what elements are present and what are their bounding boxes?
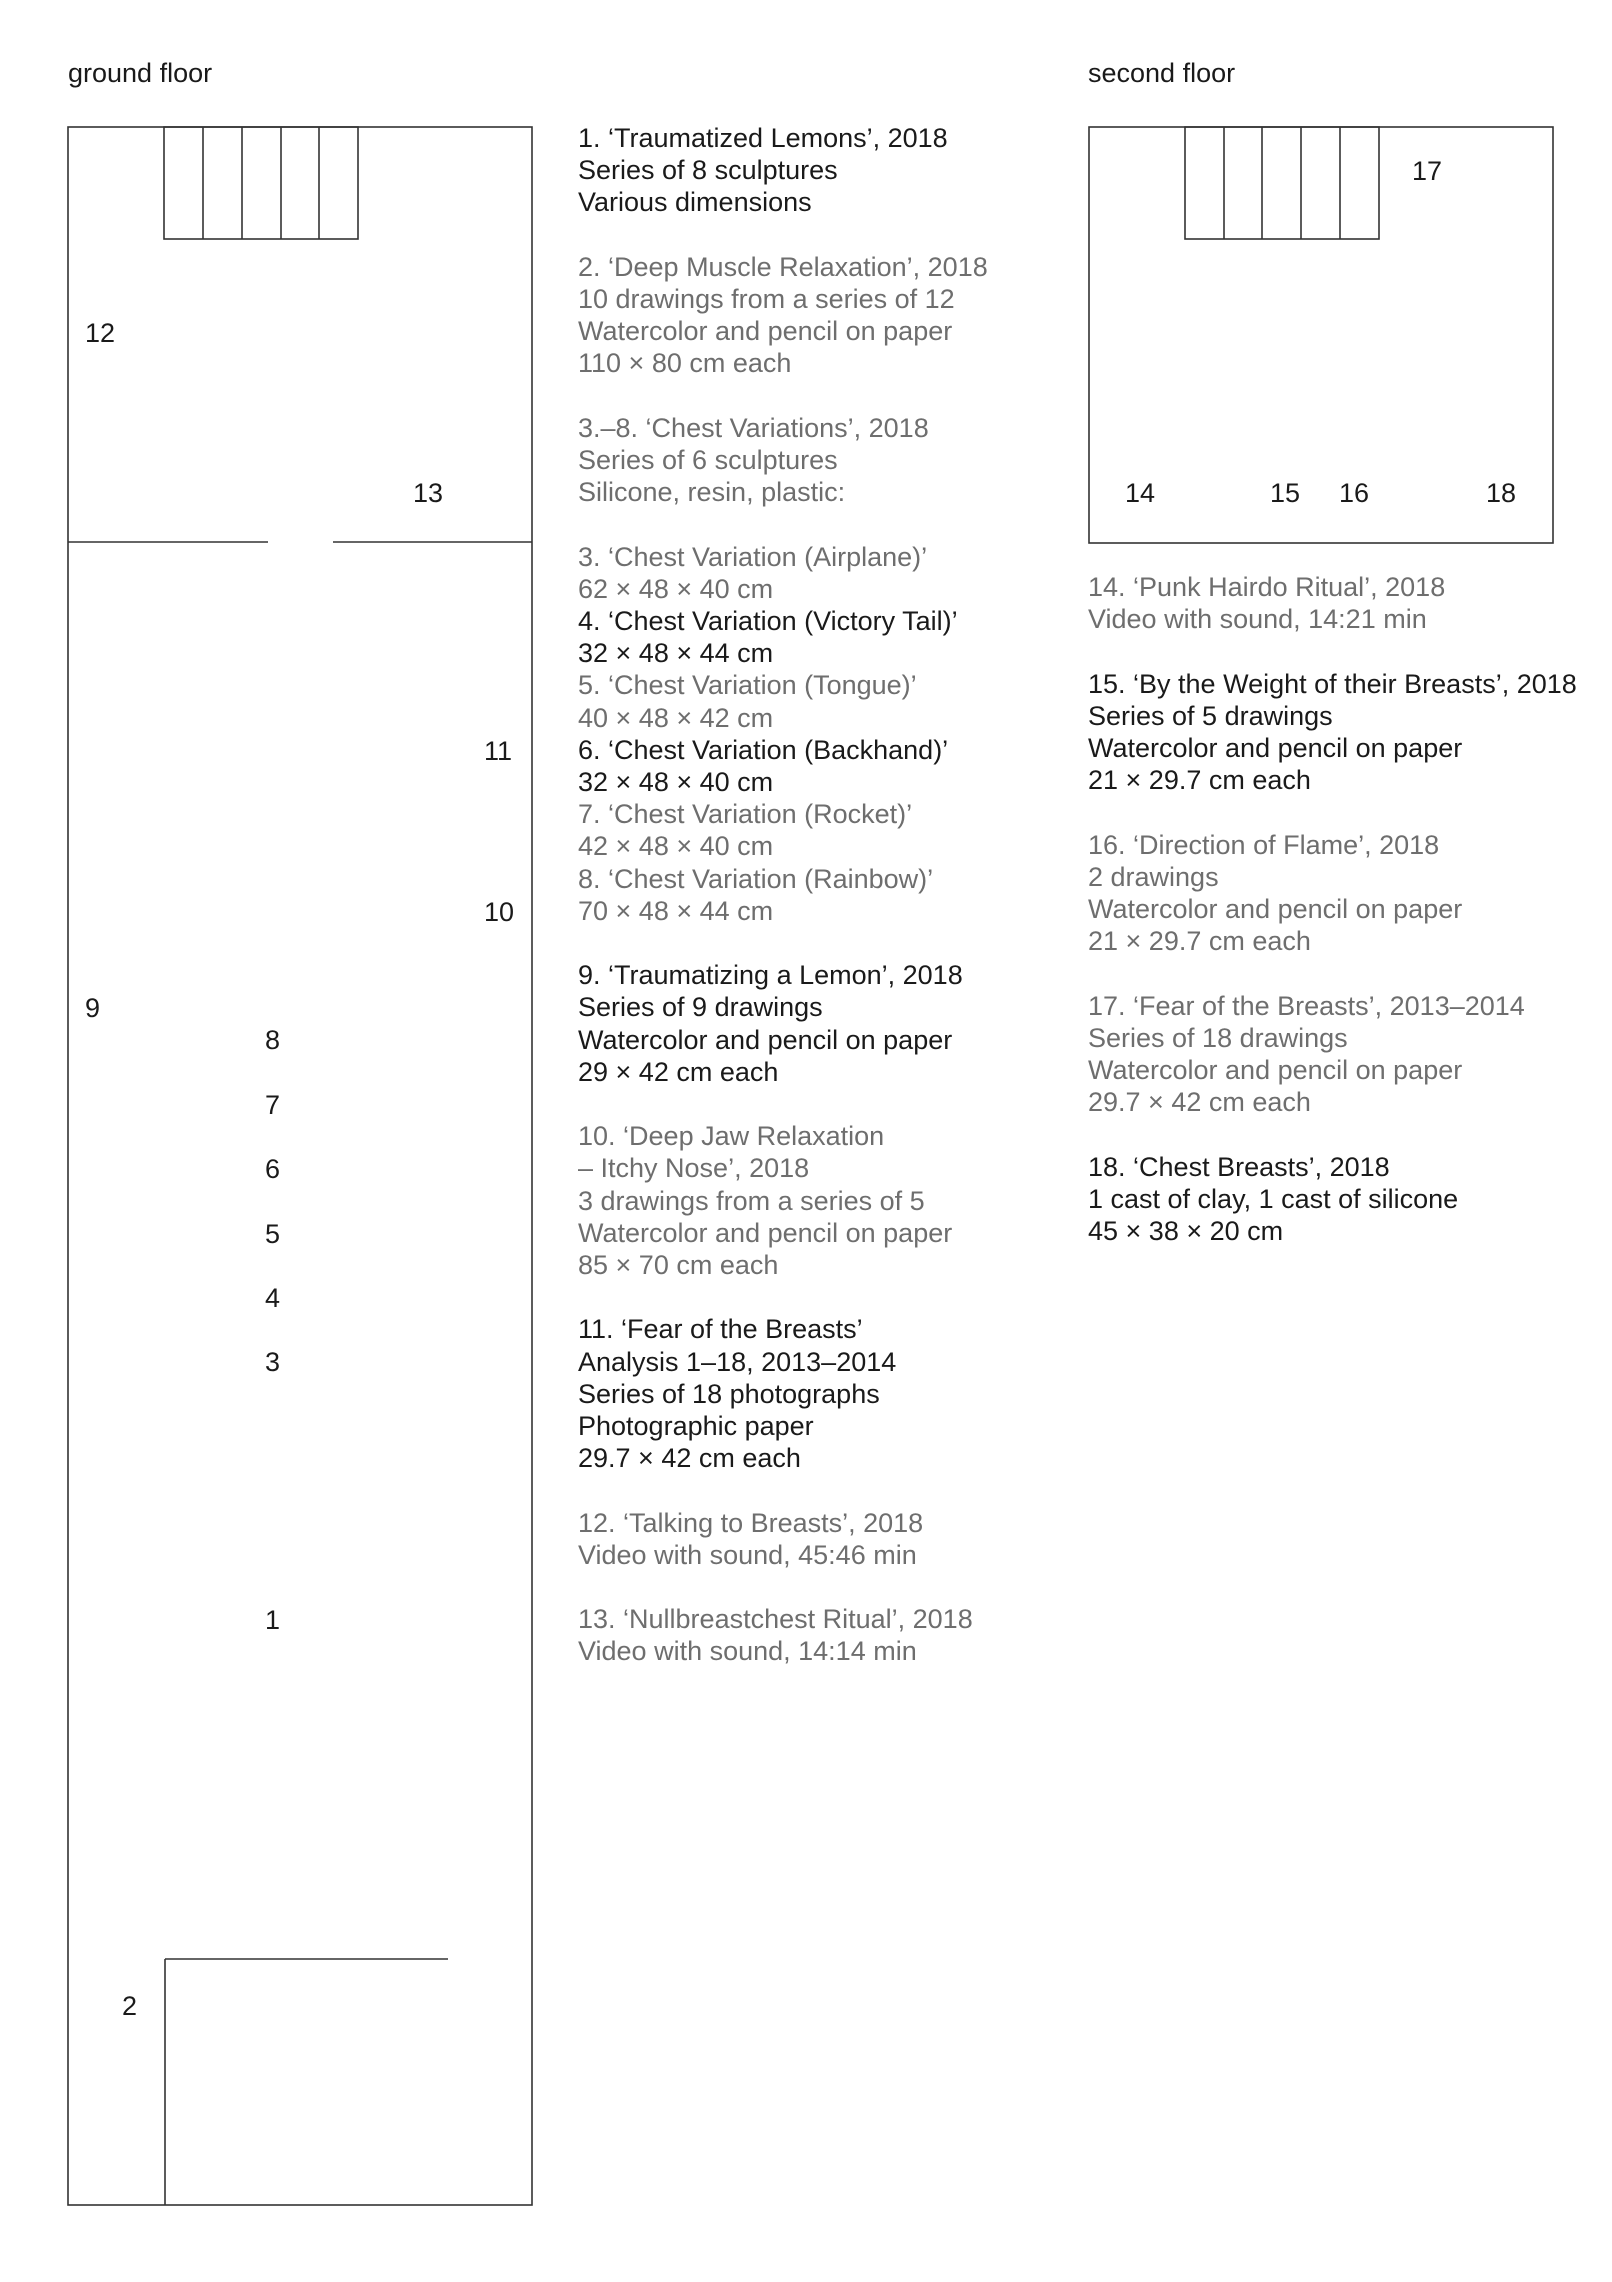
ground-marker-9: 9: [85, 993, 101, 1023]
artwork-title: – Itchy Nose’, 2018: [578, 1153, 810, 1184]
artwork-title: 16. ‘Direction of Flame’, 2018: [1088, 829, 1440, 860]
artwork-detail: 21 × 29.7 cm each: [1088, 765, 1311, 796]
second-marker-15: 15: [1270, 478, 1301, 508]
artwork-detail: Series of 18 photographs: [578, 1378, 880, 1409]
ground-marker-2: 2: [122, 1991, 138, 2021]
artwork-title: 3. ‘Chest Variation (Airplane)’: [578, 541, 928, 572]
artwork-entry: [578, 1507, 988, 1571]
artwork-title: 7. ‘Chest Variation (Rocket)’: [578, 799, 913, 830]
artwork-detail: 21 × 29.7 cm each: [1088, 926, 1311, 957]
ground-floor-plan: [68, 127, 532, 2205]
artwork-detail: 3 drawings from a series of 5: [578, 1185, 925, 1216]
ground-marker-11: 11: [484, 736, 513, 766]
second-marker-17: 17: [1412, 156, 1443, 186]
artwork-entry: [1088, 571, 1577, 635]
artwork-sub-entry: [578, 669, 988, 733]
second-floor-outline: [1089, 127, 1553, 543]
second-marker-16: 16: [1339, 478, 1370, 508]
artwork-detail: Series of 9 drawings: [578, 992, 823, 1023]
artwork-detail: Series of 18 drawings: [1088, 1022, 1348, 1053]
artwork-title: 8. ‘Chest Variation (Rainbow)’: [578, 863, 934, 894]
artwork-detail: 29.7 × 42 cm each: [1088, 1087, 1311, 1118]
artwork-detail: 32 × 48 × 40 cm: [578, 767, 774, 798]
artwork-sub-entry: [578, 863, 988, 927]
artwork-detail: Video with sound, 14:21 min: [1088, 604, 1427, 635]
artwork-detail: Photographic paper: [578, 1411, 814, 1442]
artwork-entry: [1088, 990, 1577, 1119]
second-marker-18: 18: [1486, 478, 1517, 508]
ground-floor-title: ground floor: [68, 58, 213, 88]
artwork-list-column-2: [1088, 571, 1577, 1279]
artwork-detail: Watercolor and pencil on paper: [1088, 894, 1463, 924]
artwork-entry: [1088, 668, 1577, 797]
artwork-title: Analysis 1–18, 2013–2014: [578, 1346, 897, 1377]
artwork-detail: 1 cast of clay, 1 cast of silicone: [1088, 1183, 1459, 1214]
artwork-title: 2. ‘Deep Muscle Relaxation’, 2018: [578, 251, 988, 282]
ground-marker-13: 13: [413, 478, 444, 508]
second-floor-plan: [1089, 127, 1553, 543]
artwork-title: 6. ‘Chest Variation (Backhand)’: [578, 734, 949, 765]
artwork-sub-entry: [578, 541, 988, 605]
artwork-detail: 110 × 80 cm each: [578, 348, 792, 379]
artwork-title: 18. ‘Chest Breasts’, 2018: [1088, 1151, 1390, 1182]
second-floor-title: second floor: [1088, 58, 1236, 88]
artwork-title: 15. ‘By the Weight of their Breasts’, 2018: [1088, 668, 1577, 699]
artwork-entry-group: [578, 541, 988, 927]
ground-marker-1: 1: [265, 1605, 281, 1635]
artwork-detail: Watercolor and pencil on paper: [578, 316, 953, 347]
artwork-entry: [578, 122, 988, 219]
artwork-entry: [578, 959, 988, 1088]
artwork-detail: 10 drawings from a series of 12: [578, 284, 955, 314]
artwork-detail: 29 × 42 cm each: [578, 1056, 779, 1087]
artwork-entry: [578, 1120, 988, 1281]
artwork-detail: Watercolor and pencil on paper: [1088, 1055, 1463, 1085]
artwork-title: 17. ‘Fear of the Breasts’, 2013–2014: [1088, 990, 1525, 1021]
artwork-detail: Watercolor and pencil on paper: [578, 1024, 953, 1055]
ground-marker-3: 3: [265, 1347, 281, 1377]
artwork-detail: 70 × 48 × 44 cm: [578, 895, 774, 926]
artwork-title: 4. ‘Chest Variation (Victory Tail)’: [578, 606, 958, 636]
artwork-entry: [578, 412, 988, 509]
ground-marker-7: 7: [265, 1090, 281, 1120]
artwork-title: 13. ‘Nullbreastchest Ritual’, 2018: [578, 1604, 973, 1635]
artwork-detail: Video with sound, 45:46 min: [578, 1539, 917, 1570]
ground-floor-staircase: [164, 127, 358, 239]
artwork-title: 9. ‘Traumatizing a Lemon’, 2018: [578, 960, 963, 991]
artwork-detail: 29.7 × 42 cm each: [578, 1443, 801, 1474]
artwork-detail: 45 × 38 × 20 cm: [1088, 1216, 1284, 1246]
artwork-list-column-1: [578, 122, 988, 1700]
ground-marker-12: 12: [85, 318, 116, 348]
artwork-detail: 85 × 70 cm each: [578, 1250, 779, 1281]
artwork-title: 11. ‘Fear of the Breasts’: [578, 1314, 863, 1345]
ground-marker-4: 4: [265, 1283, 281, 1313]
artwork-title: 12. ‘Talking to Breasts’, 2018: [578, 1507, 924, 1538]
artwork-sub-entry: [578, 605, 988, 669]
artwork-entry: [1088, 829, 1577, 958]
artwork-detail: 40 × 48 × 42 cm: [578, 702, 774, 733]
artwork-entry: [1088, 1151, 1577, 1248]
artwork-detail: Watercolor and pencil on paper: [578, 1217, 953, 1248]
artwork-detail: Series of 6 sculptures: [578, 445, 838, 475]
artwork-entry: [578, 1313, 988, 1474]
second-floor-staircase: [1185, 127, 1379, 239]
artwork-entry: [578, 1603, 988, 1667]
artwork-title: 14. ‘Punk Hairdo Ritual’, 2018: [1088, 572, 1446, 602]
artwork-detail: 32 × 48 × 44 cm: [578, 638, 774, 669]
ground-marker-8: 8: [265, 1025, 281, 1055]
artwork-detail: Series of 8 sculptures: [578, 155, 838, 186]
artwork-detail: Silicone, resin, plastic:: [578, 477, 846, 508]
artwork-detail: Video with sound, 14:14 min: [578, 1636, 917, 1667]
artwork-entry: [578, 251, 988, 380]
artwork-sub-entry: [578, 734, 988, 798]
artwork-detail: Watercolor and pencil on paper: [1088, 733, 1463, 763]
artwork-title: 3.–8. ‘Chest Variations’, 2018: [578, 412, 929, 443]
artwork-detail: 42 × 48 × 40 cm: [578, 831, 774, 862]
artwork-detail: Various dimensions: [578, 187, 812, 218]
artwork-title: 1. ‘Traumatized Lemons’, 2018: [578, 123, 948, 153]
artwork-title: 5. ‘Chest Variation (Tongue)’: [578, 670, 917, 701]
artwork-detail: 62 × 48 × 40 cm: [578, 573, 774, 604]
artwork-sub-entry: [578, 798, 988, 862]
artwork-detail: Series of 5 drawings: [1088, 700, 1333, 731]
second-marker-14: 14: [1125, 478, 1156, 508]
artwork-detail: 2 drawings: [1088, 861, 1219, 892]
ground-marker-10: 10: [484, 897, 515, 927]
ground-marker-6: 6: [265, 1154, 281, 1184]
ground-floor-outline: [68, 127, 532, 2205]
ground-marker-5: 5: [265, 1219, 281, 1249]
artwork-title: 10. ‘Deep Jaw Relaxation: [578, 1121, 885, 1152]
